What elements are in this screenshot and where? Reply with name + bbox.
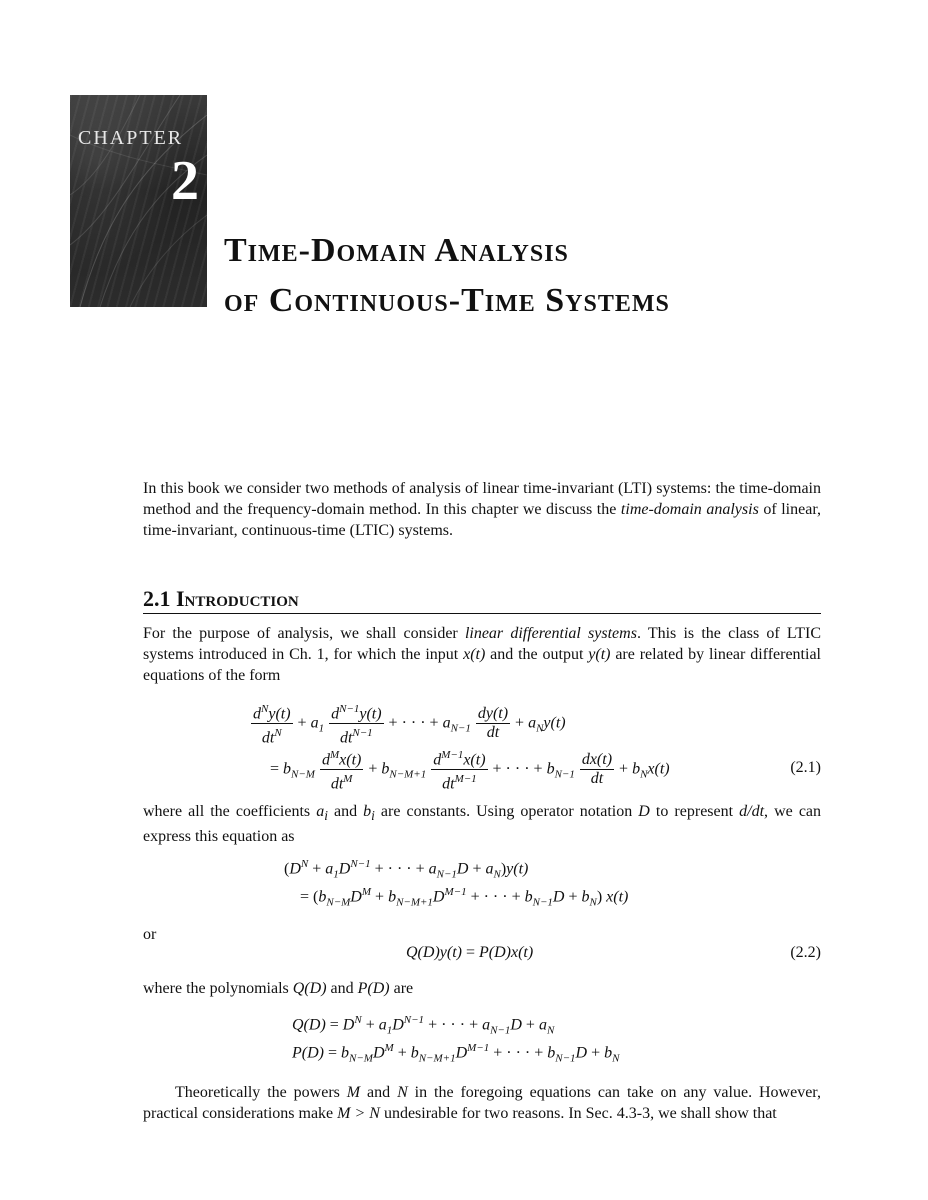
polynomial-Q: $Q(D) = D^N + a_1D^{N-1}$ + · · · + $a_{N-1}D + a_N$ (292, 1014, 555, 1037)
text-run: undesirable for two reasons. In Sec. 4.3-3, we shall show that (379, 1105, 777, 1122)
text-run: Theoretically the powers (175, 1084, 347, 1101)
section-paragraph-4 (143, 1082, 821, 1124)
section-paragraph-3 (143, 978, 821, 999)
text-run: For the purpose of analysis, we shall consider (143, 625, 465, 642)
equation-number-2-1: (2.1) (790, 759, 821, 776)
math-M: M (346, 1084, 361, 1101)
math-M-gt-N: M > N (337, 1105, 380, 1122)
math-a: a (316, 803, 325, 820)
text-run: , we can express this equation as (143, 803, 822, 846)
chapter-label: CHAPTER (78, 127, 184, 149)
intro-paragraph (143, 478, 821, 541)
text-run: where all the coefficients (143, 803, 317, 820)
math-b: b (363, 803, 372, 820)
section-heading (143, 586, 821, 614)
intro-text-end: of linear, time-invariant, continuous-time (LTIC) systems. (143, 501, 822, 539)
math-P: P(D) (357, 980, 390, 997)
operator-equation-line-2: = ($b_{N-M}D^M + b_{N-M+1}D^{M-1}$ + · · · + $b_{N-1}D + b_N$) x(t) (300, 886, 629, 909)
equation-number-2-2: (2.2) (790, 944, 821, 961)
or-label: or (143, 926, 157, 943)
equation-2-2: Q(D)y(t) = P(D)x(t) (406, 944, 534, 961)
math-y: y(t) (588, 646, 611, 663)
text-run: are related by linear differential equations of the form (143, 646, 821, 684)
intro-emphasis: time-domain analysis (620, 501, 759, 518)
chapter-title-line-1: Time-Domain Analysis (224, 232, 569, 269)
text-run: are constants. Using operator notation (374, 803, 639, 820)
math-ddt: d/dt (739, 803, 765, 820)
chapter-title-line-2: of Continuous-Time Systems (224, 282, 670, 319)
text-run: where the polynomials (143, 980, 293, 997)
chapter-number: 2 (171, 150, 199, 212)
emphasis: linear differential systems (464, 625, 637, 642)
section-paragraph-1 (143, 623, 821, 686)
chapter-title (224, 226, 670, 326)
section-title: Introduction (176, 586, 299, 611)
math-N: N (397, 1084, 408, 1101)
section-paragraph-2: where all the coefficients $a_i$ and $b_i$ are constants. Using operator notation D to represent d/dt, we can express this equation as (143, 803, 822, 846)
text-run: and (326, 980, 358, 997)
math-Q: Q(D) (292, 980, 327, 997)
text-run: and (327, 803, 364, 820)
equation-2-1-line-1: $\frac{d^Ny(t)}{dt^N}$ + $a_1$ $\frac{d^{N-1}y(t)}{dt^{N-1}}$ + · · · + $a_{N-1}$ $\frac{dy(t)}{dt}$ + $a_Ny(t)$ (250, 700, 566, 748)
polynomial-P: $P(D) = b_{N-M}D^M + b_{N-M+1}D^{M-1}$ + · · · + $b_{N-1}D + b_N$ (292, 1042, 620, 1065)
intro-text: In this book we consider two methods of analysis of linear time-invariant (LTI) systems: the time-domain method and the frequency-domain method. In this chapter we discuss the (143, 480, 821, 518)
text-run: . This is the class of LTIC systems introduced in Ch. 1, for which the input (143, 625, 821, 663)
math-D: D (638, 803, 650, 820)
text-run: are (389, 980, 414, 997)
text-run: and (360, 1084, 398, 1101)
text-run: and the output (485, 646, 589, 663)
operator-equation-line-1: ($D^N + a_1D^{N-1}$ + · · · + $a_{N-1}D + a_N)y(t)$ (284, 858, 529, 881)
section-number: 2.1 (143, 586, 171, 611)
text-run: in the foregoing equations can take on any value. However, practical considerations make (143, 1084, 821, 1122)
text-run: to represent (649, 803, 740, 820)
equation-2-1-line-2: = $b_{N-M}$ $\frac{d^Mx(t)}{dt^M}$ + $b_{N-M+1}$ $\frac{d^{M-1}x(t)}{dt^{M-1}}$ + · · · + $b_{N-1}$ $\frac{dx(t)}{dt}$ + $b_Nx(t)$ (270, 746, 670, 794)
chapter-badge (70, 95, 207, 307)
math-x: x(t) (463, 646, 486, 663)
